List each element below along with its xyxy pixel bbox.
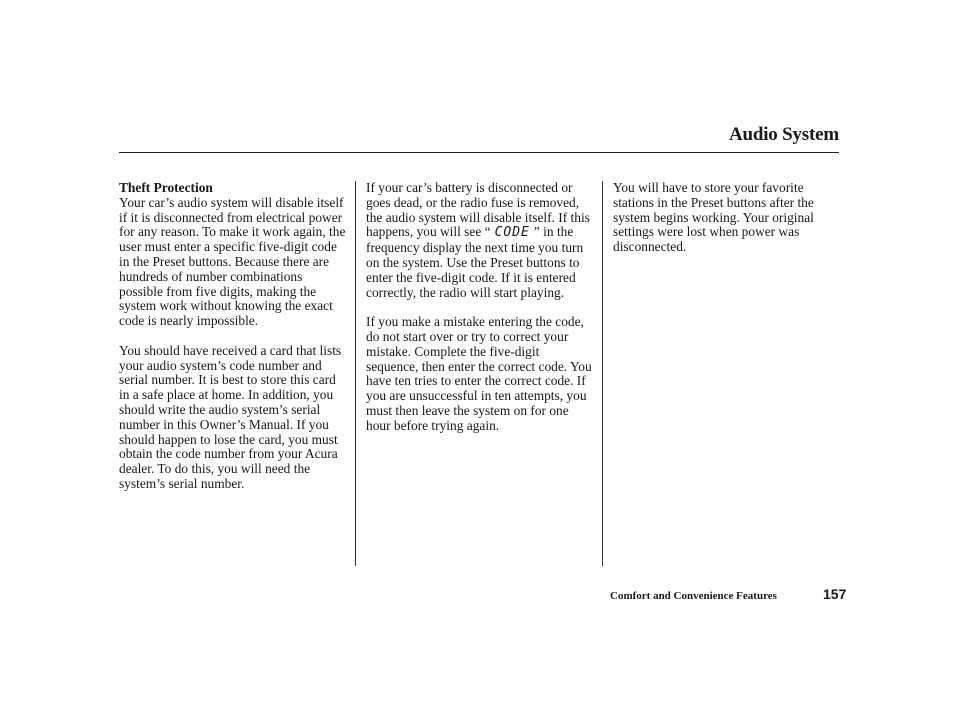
theft-protection-paragraph-1 [119, 181, 347, 329]
column-divider-2 [602, 181, 603, 566]
paragraph-text-after-code: ” in the frequency display the next time you turn on the system. Use the Preset buttons to enter the five-digit code. If it is entered correctly, the radio will start playing. [366, 224, 584, 300]
paragraph-text-before-code: If your car’s battery is disconnected or goes dead, or the radio fuse is removed, the audio system will disable itself. If this happens, you will see “ [366, 180, 590, 240]
footer-section-title: Comfort and Convenience Features [610, 590, 777, 602]
column-divider-1 [355, 181, 356, 566]
page-title: Audio System [728, 124, 839, 145]
presets-paragraph: You will have to store your favorite stations in the Preset buttons after the system begins working. Your original settings were lost when power was disconnected. [613, 180, 814, 255]
theft-protection-paragraph-2: You should have received a card that lists your audio system’s code number and serial number. It is best to store this card in a safe place at home. In addition, you should write the audio system’s serial number in this Owner’s Manual. If you should happen to lose the card, you must obtain the code number from your Acura dealer. To do this, you will need the system’s serial number. [119, 342, 342, 491]
page-number: 157 [823, 586, 847, 602]
mistake-paragraph: If you make a mistake entering the code, do not start over or try to correct your mistake. Complete the five-digit sequence, then enter the correct code. You have ten tries to enter the correct code. If you are unsuccessful in ten attempts, you must then leave the system on for one hour before trying again. [366, 314, 592, 433]
section-heading: Theft Protection [119, 180, 213, 195]
column-right [613, 181, 839, 270]
battery-paragraph [366, 181, 594, 300]
column-middle [366, 181, 594, 448]
code-display-glyph: CODE [494, 225, 530, 241]
column-left [119, 181, 347, 507]
header-rule [119, 152, 839, 153]
paragraph-text: Your car’s audio system will disable itself if it is disconnected from electrical power for any reason. To make it work again, the user must enter a specific five-digit code in the Preset buttons. Because there are hundreds of number combinations possible from five digits, making the system work without knowing the exact code is nearly impossible. [119, 194, 346, 329]
